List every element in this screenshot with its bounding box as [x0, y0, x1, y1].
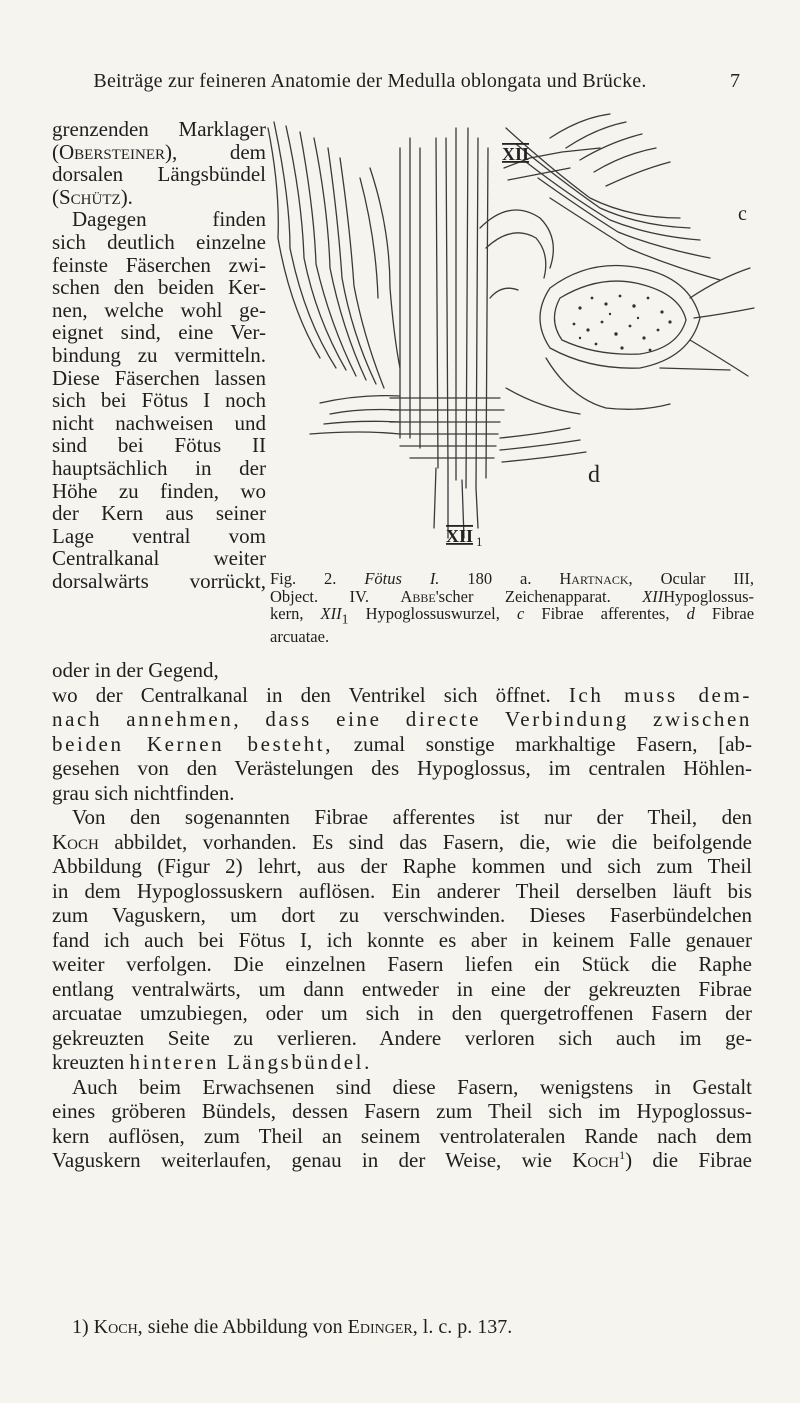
body-line: zum Vaguskern, um dort zu verschwinden. Dieses Faserbündelchen: [52, 903, 752, 927]
body-line: in dem Hypoglossuskern auflösen. Ein anderer Theil derselben läuft bis: [52, 878, 752, 903]
column-line: sich deutlich einzelne: [52, 229, 266, 254]
column-line: bindung zu vermitteln.: [52, 342, 266, 367]
column-line: (Obersteiner), dem: [52, 139, 266, 164]
label-xii-bottom-sub: 1: [476, 534, 483, 549]
column-line: (Schütz).: [52, 184, 133, 209]
body-line: eines gröberen Bündels, dessen Fasern zum Theil sich im Hypoglossus-: [52, 1099, 752, 1123]
body-line: wo der Centralkanal in den Ventrikel sich öffnet. Ich muss dem-: [52, 682, 753, 707]
body-line: kern auflösen, zum Theil an seinem ventrolateralen Rande nach dem: [52, 1123, 752, 1148]
column-line: dorsalen Längsbündel: [52, 162, 266, 187]
column-line: Centralkanal weiter: [52, 546, 266, 571]
body-line: weiter verfolgen. Die einzelnen Fasern liefen ein Stück die Raphe: [52, 952, 752, 976]
body-text: [52, 658, 752, 1173]
body-line: entlang ventralwärts, um dann entweder in eine der gekreuzten Fibrae: [52, 976, 752, 1001]
caption-line: kern, $XII_1$ Hypoglossuswurzel, c Fibrae afferentes, d Fibrae: [270, 604, 755, 627]
footnote: 1) Koch, siehe die Abbildung von Edinger, l. c. p. 137.: [72, 1316, 513, 1338]
nucleus-stipple: [573, 295, 672, 352]
column-line: schen den beiden Ker-: [52, 275, 266, 300]
body-line: gekreuzten Seite zu verlieren. Andere verloren sich auch im ge-: [52, 1025, 752, 1050]
body-line: gesehen von den Verästelungen des Hypoglossus, im centralen Höhlen-: [52, 756, 752, 780]
column-line: sich bei Fötus I noch: [52, 388, 266, 413]
column-line: nicht nachweisen und: [52, 410, 266, 435]
caption-line: Fig. 2. Fötus I. 180 a. Hartnack, Ocular III,: [270, 569, 754, 588]
body-line: Koch abbildet, vorhanden. Es sind das Fasern, die, wie die beifolgende: [52, 829, 752, 854]
body-line: nach annehmen, dass eine directe Verbindung zwischen: [52, 707, 752, 731]
running-header: [60, 70, 740, 96]
body-line: arcuatae umzubiegen, oder um sich in den quergetroffenen Fasern der: [52, 1001, 752, 1025]
page-number: 7: [730, 70, 740, 92]
figure-2-drawing: [250, 108, 760, 568]
body-line: fand ich auch bei Fötus I, ich konnte es aber in keinem Falle genauer: [52, 927, 752, 952]
column-line: dorsalwärts vorrückt,: [52, 568, 266, 593]
column-line: Höhe zu finden, wo: [52, 478, 266, 503]
body-line: kreuzten hinteren Längsbündel.: [52, 1050, 372, 1074]
column-line: nen, welche wohl ge-: [52, 297, 266, 322]
body-line: oder in der Gegend,: [52, 658, 219, 682]
caption-line: arcuatae.: [270, 626, 330, 646]
column-line: Dagegen finden: [72, 207, 266, 232]
column-line: sind bei Fötus II: [52, 433, 266, 458]
column-line: grenzenden Marklager: [52, 117, 266, 141]
figure-caption: [270, 570, 754, 645]
body-line: grau sich nichtfinden.: [52, 780, 235, 805]
column-line: der Kern aus seiner: [52, 501, 266, 526]
medulla-section-illustration: [250, 108, 760, 568]
column-line: eignet sind, eine Ver-: [52, 320, 266, 345]
column-text: [52, 118, 266, 592]
label-xii-top: XII: [502, 144, 530, 164]
column-line: Diese Fäserchen lassen: [52, 365, 266, 390]
body-line: Abbildung (Figur 2) lehrt, aus der Raphe kommen und sich zum Theil: [52, 854, 752, 878]
label-c: c: [738, 203, 747, 225]
label-d: d: [588, 462, 600, 488]
caption-line: Object. IV. Abbe'scher Zeichenapparat. XIIHypoglossus-: [270, 586, 755, 606]
column-line: Lage ventral vom: [52, 523, 266, 548]
column-line: hauptsächlich in der: [52, 455, 266, 480]
body-line: Auch beim Erwachsenen sind diese Fasern, wenigstens in Gestalt: [72, 1074, 752, 1099]
body-line: Von den sogenannten Fibrae afferentes ist nur der Theil, den: [72, 805, 752, 829]
label-xii-bottom: XII: [446, 526, 474, 546]
column-line: feinste Fäserchen zwi-: [52, 252, 266, 277]
body-line: beiden Kernen besteht, zumal sonstige markhaltige Fasern, [ab-: [52, 731, 753, 756]
running-title: Beiträge zur feineren Anatomie der Medulla oblongata und Brücke.: [93, 70, 647, 92]
body-line: Vaguskern weiterlaufen, genau in der Weise, wie Koch$^1$) die Fibrae: [52, 1148, 753, 1172]
